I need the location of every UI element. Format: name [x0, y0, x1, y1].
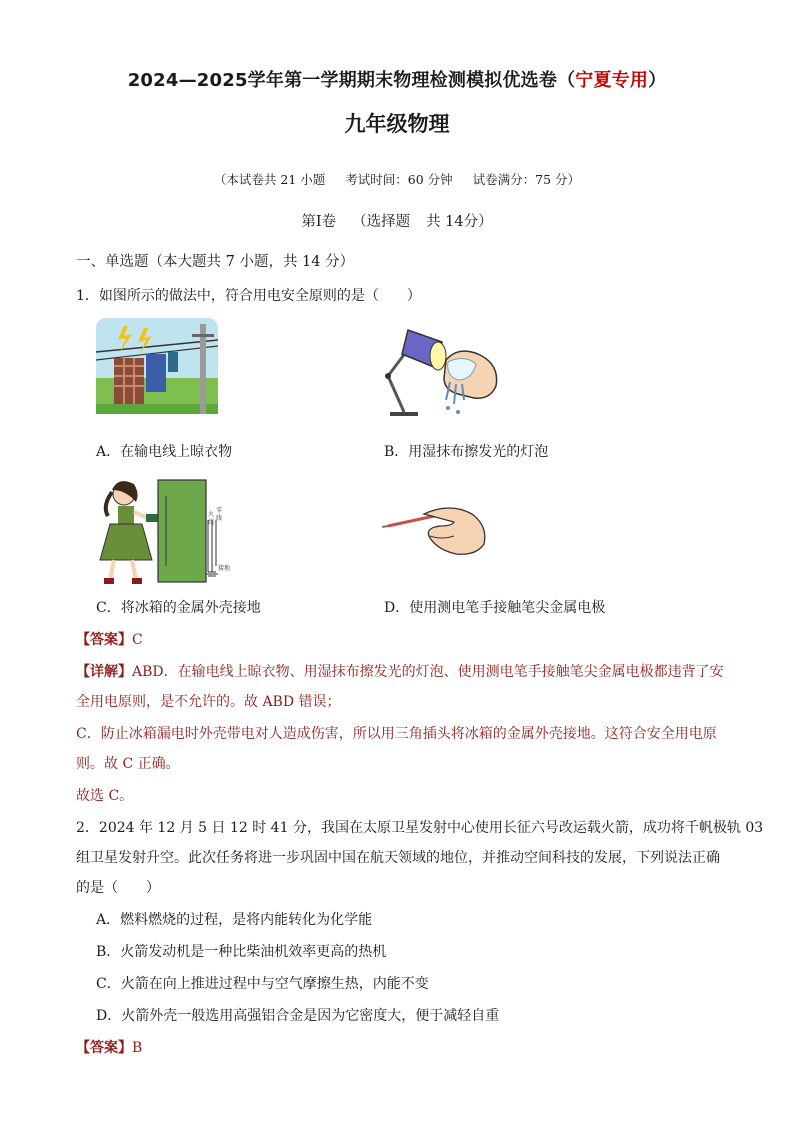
q1-detail-line-3: C．防止冰箱漏电时外壳带电对人造成伤害，所以用三角插头将冰箱的金属外壳接地。这符合安全用电原: [76, 726, 717, 742]
q2-option-a: A．燃料燃烧的过程，是将内能转化为化学能: [96, 912, 373, 928]
ground-label: 接地: [218, 565, 231, 572]
q1-option-b: B．用湿抹布擦发光的灯泡: [384, 444, 549, 460]
answer-value: C: [132, 632, 143, 648]
volume-type: （选择题: [352, 214, 411, 230]
volume-number: 第Ⅰ卷: [301, 214, 337, 230]
exam-subtitle: 九年级物理: [344, 112, 450, 136]
neutral-wire-label-2: 线: [216, 515, 223, 522]
question-count: （本试卷共 21 小题: [213, 172, 326, 187]
detail-text-1: ABD．在输电线上晾衣物、用湿抹布擦发光的灯泡、使用测电笔手接触笔尖金属电极都违背了安: [132, 664, 724, 680]
q1-option-a: A．在输电线上晾衣物: [96, 444, 233, 460]
grounded-fridge-image: [96, 476, 231, 588]
answer-value: B: [132, 1040, 143, 1056]
fire-wire-label-2: 线: [208, 519, 215, 526]
fire-wire-label: 火: [208, 511, 215, 518]
q1-detail-line-1: [76, 662, 724, 682]
q1-stem: 1．如图所示的做法中，符合用电安全原则的是（ ）: [76, 288, 421, 304]
test-pen-image: [380, 496, 492, 560]
exam-title-region: 宁夏专用: [575, 70, 649, 91]
volume-heading: [0, 210, 794, 231]
exam-info: [0, 170, 794, 188]
section-heading: 一、单选题（本大题共 7 小题，共 14 分）: [76, 254, 355, 270]
detail-tag: 【详解】: [76, 664, 132, 680]
q1-answer: [76, 630, 143, 650]
clothes-on-powerline-image: [96, 318, 218, 414]
q2-option-c: C．火箭在向上推进过程中与空气摩擦生热，内能不变: [96, 976, 429, 992]
q2-stem-line-3: 的是（ ）: [76, 880, 160, 896]
q2-option-d: D．火箭外壳一般选用高强铝合金是因为它密度大，便于减轻自重: [96, 1008, 500, 1024]
volume-points: 共 14分）: [426, 214, 493, 230]
exam-time: 考试时间：60 分钟: [345, 172, 453, 187]
answer-tag: 【答案】: [76, 1040, 132, 1056]
q1-option-d: D．使用测电笔手接触笔尖金属电极: [384, 600, 606, 616]
neutral-wire-label: 零: [216, 507, 223, 514]
exam-title: [0, 66, 794, 92]
exam-title-text: 2024—2025学年第一学期期末物理检测模拟优选卷（: [127, 70, 576, 91]
answer-tag: 【答案】: [76, 632, 132, 648]
q2-option-b: B．火箭发动机是一种比柴油机效率更高的热机: [96, 944, 387, 960]
exam-title-close: ）: [648, 70, 667, 91]
q2-answer: [76, 1038, 142, 1058]
q1-detail-line-2: 全用电原则，是不允许的。故 ABD 错误；: [76, 694, 341, 710]
q1-option-c: C．将冰箱的金属外壳接地: [96, 600, 261, 616]
q2-stem-line-1: 2．2024 年 12 月 5 日 12 时 41 分，我国在太原卫星发射中心使用长征六号改运载火箭，成功将千帆极轨 03: [76, 820, 764, 836]
q1-detail-line-4: 则。故 C 正确。: [76, 756, 180, 772]
q1-choose: 故选 C。: [76, 788, 134, 804]
wet-cloth-lamp-image: [378, 320, 506, 418]
q2-stem-line-2: 组卫星发射升空。此次任务将进一步巩固中国在航天领域的地位，并推动空间科技的发展，下列说法正确: [76, 850, 720, 866]
full-score: 试卷满分：75 分）: [472, 172, 581, 187]
